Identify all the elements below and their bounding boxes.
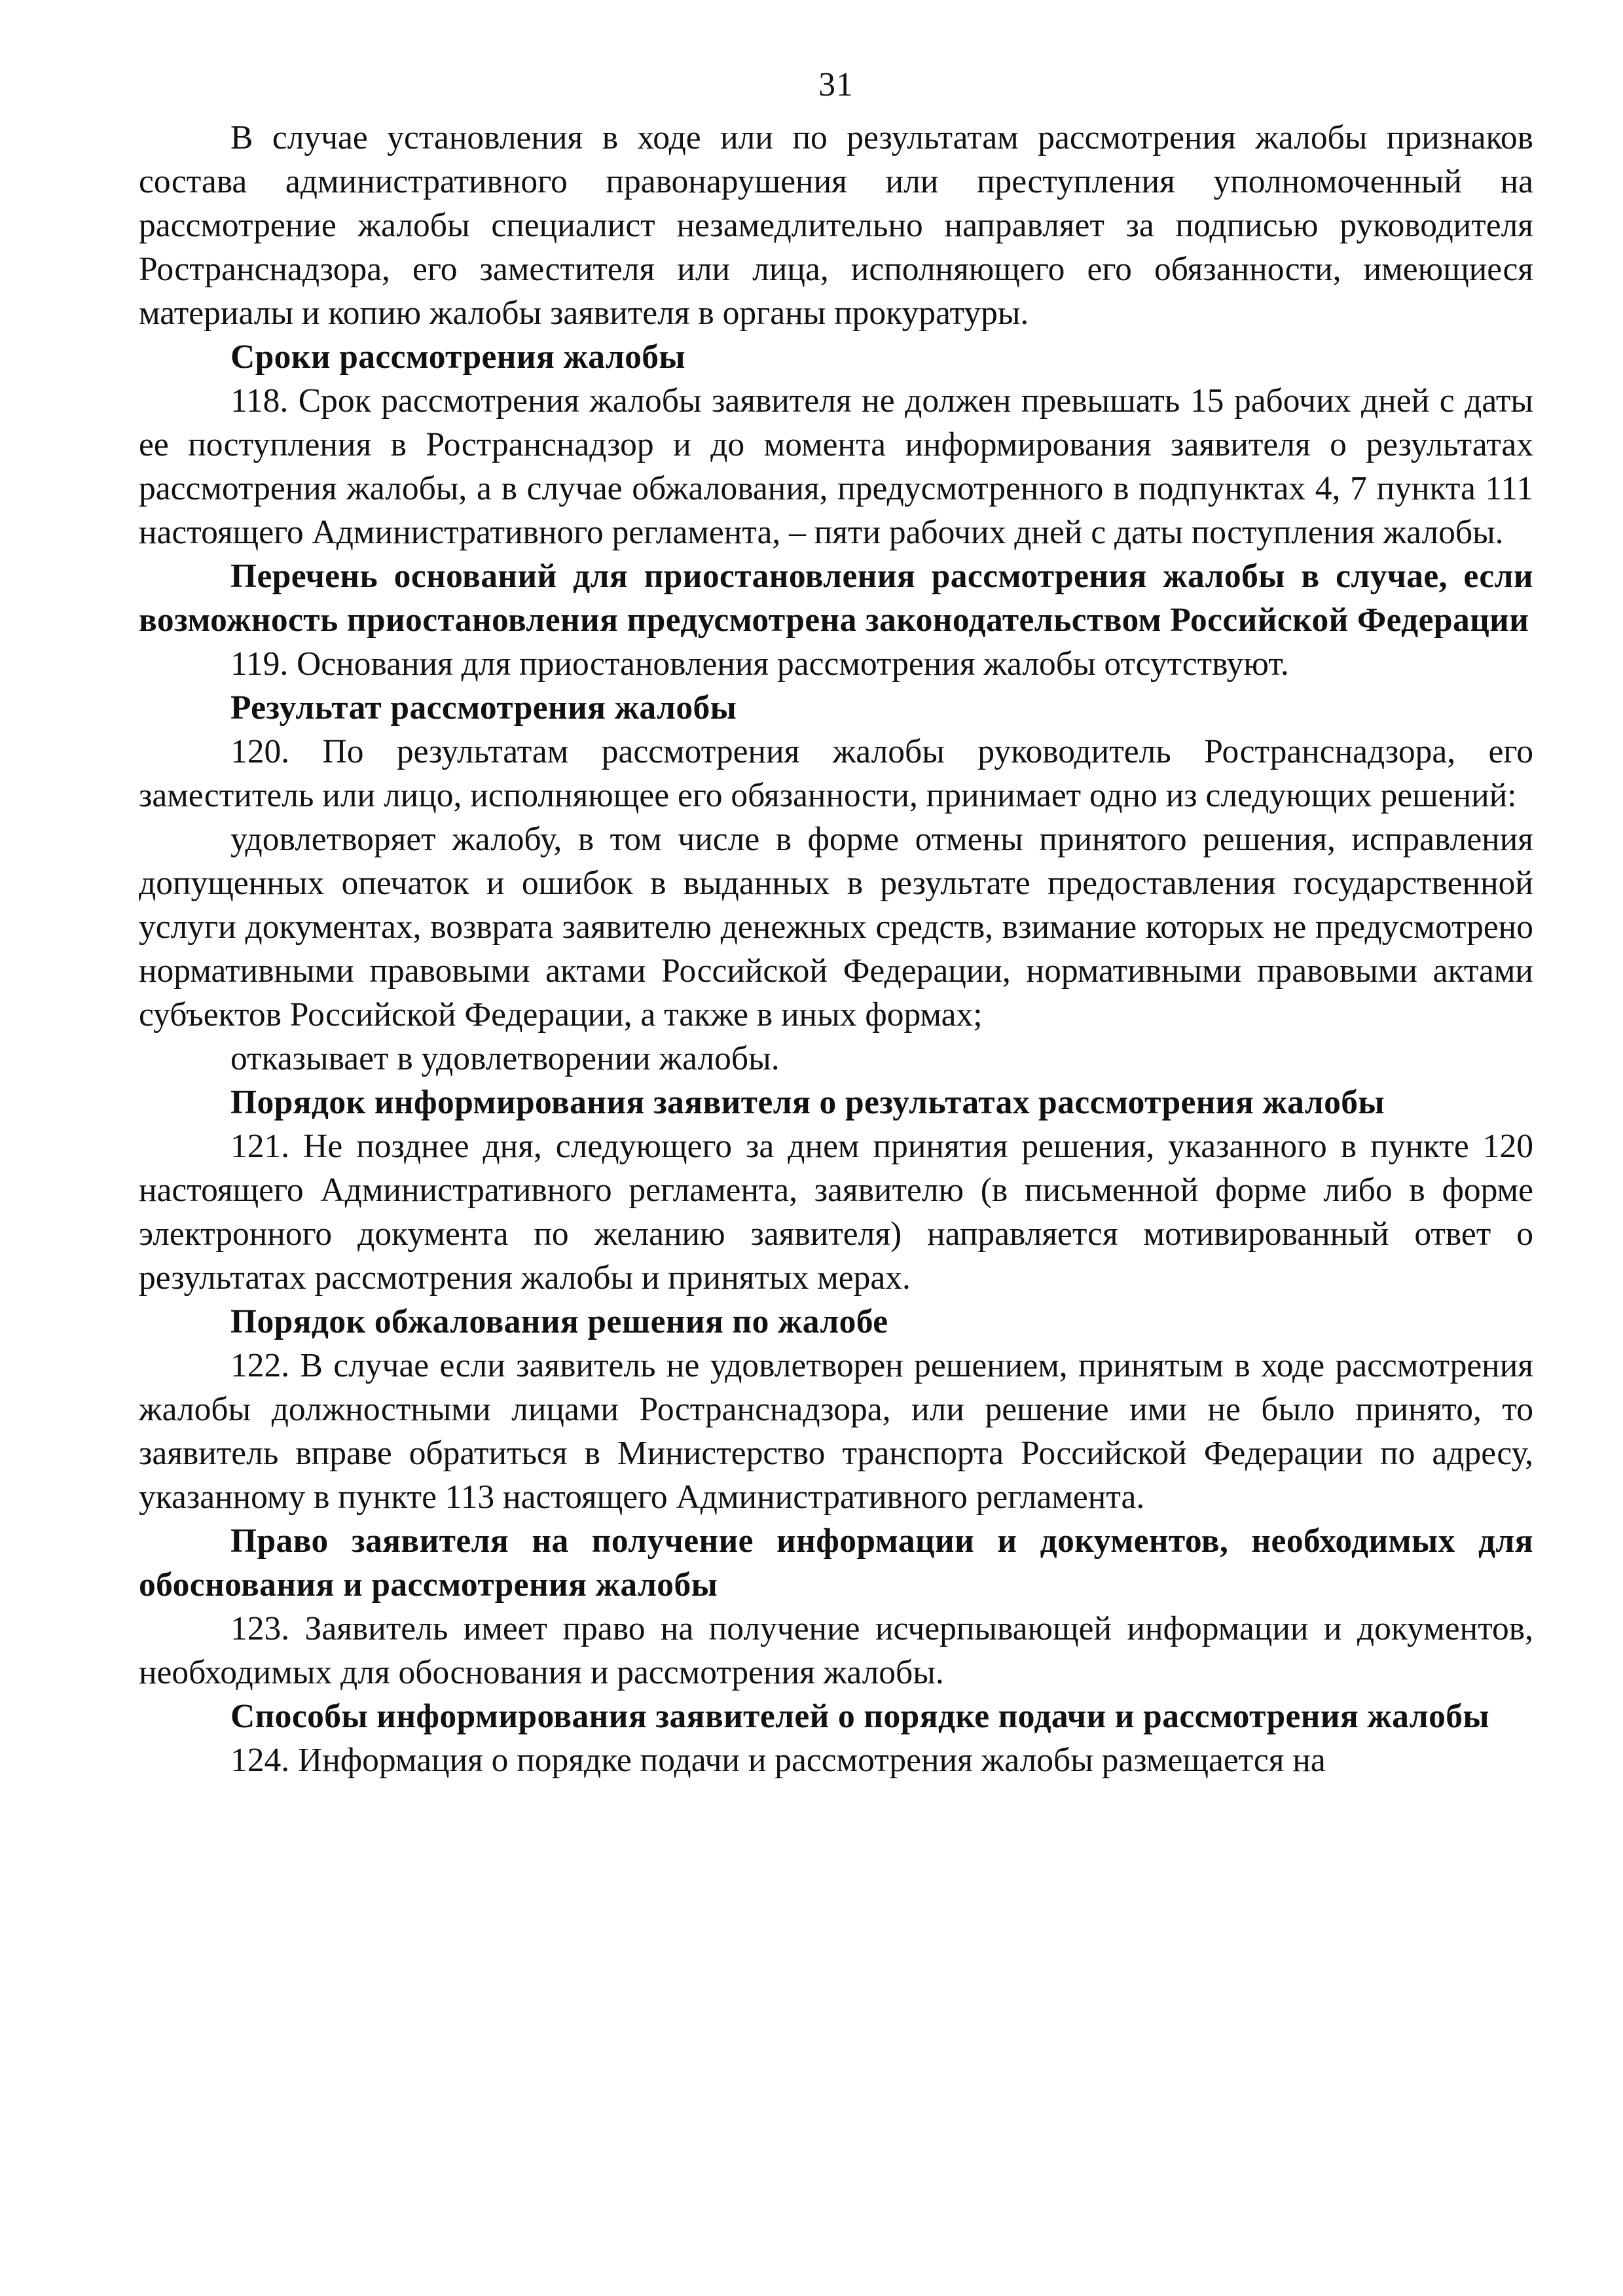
- heading-appeal-procedure: Порядок обжалования решения по жалобе: [230, 1303, 888, 1340]
- heading-suspension-grounds: Перечень оснований для приостановления рассмотрения жалобы в случае, если возможность приостановления предусмотрена законодательством Российской Федерации: [139, 558, 1533, 639]
- paragraph-prosecution-referral: В случае установления в ходе или по результатам рассмотрения жалобы признаков состава административного правонарушения или преступления уполномоченный на рассмотрение жалобы специалист незамедлительно направляет за подписью руководителя Ространснадзора, его заместителя или лица, исполняющего его обязанности, имеющиеся материалы и копию жалобы заявителя в органы прокуратуры.: [139, 119, 1533, 332]
- paragraph-119: 119. Основания для приостановления рассмотрения жалобы отсутствуют.: [230, 645, 1289, 683]
- paragraph-120-refuse: отказывает в удовлетворении жалобы.: [230, 1040, 780, 1077]
- heading-review-terms: Сроки рассмотрения жалобы: [230, 338, 686, 376]
- paragraph-122: 122. В случае если заявитель не удовлетворен решением, принятым в ходе рассмотрения жалобы должностными лицами Ространснадзора, или решение ими не было принято, то заявитель вправе обратиться в Министерство транспорта Российской Федерации по адресу, указанному в пункте 113 настоящего Административного регламента.: [139, 1347, 1533, 1516]
- paragraph-123: 123. Заявитель имеет право на получение исчерпывающей информации и документов, необходимых для обоснования и рассмотрения жалобы.: [139, 1610, 1533, 1691]
- paragraph-124: 124. Информация о порядке подачи и рассмотрения жалобы размещается на: [230, 1742, 1326, 1779]
- paragraph-120-satisfy: удовлетворяет жалобу, в том числе в форме отмены принятого решения, исправления допущенных опечаток и ошибок в выданных в результате предоставления государственной услуги документах, возврата заявителю денежных средств, взимание которых не предусмотрено нормативными правовыми актами Российской Федерации, нормативными правовыми актами субъектов Российской Федерации, а также в иных формах;: [139, 821, 1533, 1033]
- heading-right-to-information: Право заявителя на получение информации и документов, необходимых для обоснования и рассмотрения жалобы: [139, 1522, 1533, 1604]
- document-page: [139, 63, 1533, 1782]
- paragraph-121: 121. Не позднее дня, следующего за днем принятия решения, указанного в пункте 120 настоящего Административного регламента, заявителю (в письменной форме либо в форме электронного документа по желанию заявителя) направляется мотивированный ответ о результатах рассмотрения жалобы и принятых мерах.: [139, 1128, 1533, 1297]
- page-number: 31: [818, 66, 854, 103]
- heading-review-result: Результат рассмотрения жалобы: [230, 689, 737, 726]
- paragraph-120: 120. По результатам рассмотрения жалобы руководитель Ространснадзора, его заместитель или лицо, исполняющее его обязанности, принимает одно из следующих решений:: [139, 733, 1533, 814]
- heading-informing-methods: Способы информирования заявителей о порядке подачи и рассмотрения жалобы: [230, 1698, 1489, 1735]
- paragraph-118: 118. Срок рассмотрения жалобы заявителя не должен превышать 15 рабочих дней с даты ее поступления в Ространснадзор и до момента информирования заявителя о результатах рассмотрения жалобы, а в случае обжалования, предусмотренного в подпунктах 4, 7 пункта 111 настоящего Административного регламента, – пяти рабочих дней с даты поступления жалобы.: [139, 382, 1533, 551]
- heading-informing-applicant: Порядок информирования заявителя о результатах рассмотрения жалобы: [230, 1084, 1385, 1121]
